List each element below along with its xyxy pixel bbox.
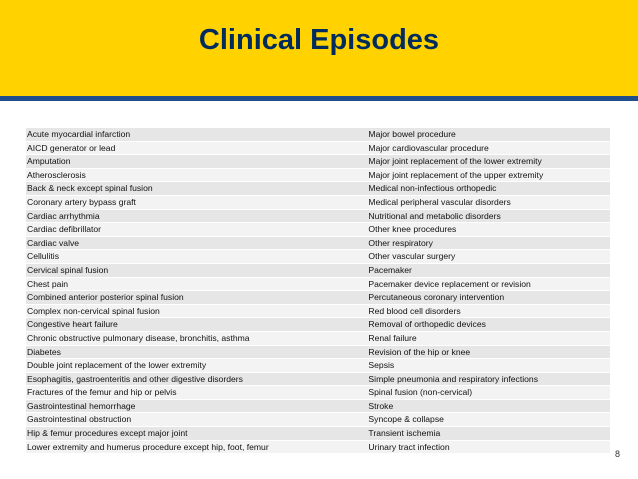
episode-right: Other vascular surgery [368, 251, 456, 262]
episode-left: AICD generator or lead [27, 142, 116, 153]
table-row [26, 441, 610, 455]
episode-left: Fractures of the femur and hip or pelvis [27, 387, 177, 398]
episode-left: Complex non-cervical spinal fusion [27, 305, 160, 316]
episode-right: Spinal fusion (non-cervical) [368, 387, 473, 398]
episode-left: Double joint replacement of the lower extremity [27, 360, 207, 371]
table-row [26, 250, 610, 264]
slide-title: Clinical Episodes [198, 24, 440, 56]
table-row [26, 223, 610, 237]
episode-right: Nutritional and metabolic disorders [368, 210, 501, 221]
episode-right: Simple pneumonia and respiratory infections [368, 373, 539, 384]
episode-right: Major cardiovascular procedure [368, 142, 489, 153]
episode-left: Cardiac defibrillator [27, 224, 102, 235]
episode-left: Chronic obstructive pulmonary disease, bronchitis, asthma [27, 332, 250, 343]
episode-right: Medical peripheral vascular disorders [368, 196, 511, 207]
episode-right: Urinary tract infection [368, 441, 450, 452]
table-row [26, 359, 610, 373]
episode-left: Gastrointestinal hemorrhage [27, 400, 136, 411]
table-row [26, 210, 610, 224]
episode-left: Lower extremity and humerus procedure except hip, foot, femur [27, 441, 269, 452]
table-row [26, 413, 610, 427]
episode-right: Percutaneous coronary intervention [368, 292, 505, 303]
episode-right: Transient ischemia [368, 428, 441, 439]
page-number: 8 [614, 449, 620, 459]
episode-left: Gastrointestinal obstruction [27, 414, 132, 425]
episode-left: Chest pain [27, 278, 69, 289]
episode-right: Pacemaker [368, 264, 412, 275]
episode-right: Stroke [368, 400, 394, 411]
episode-right: Pacemaker device replacement or revision [368, 278, 531, 289]
table-row [26, 264, 610, 278]
episode-right: Red blood cell disorders [368, 305, 461, 316]
episode-right: Other knee procedures [368, 224, 457, 235]
episode-right: Revision of the hip or knee [368, 346, 471, 357]
table-row [26, 182, 610, 196]
table-row [26, 237, 610, 251]
episode-right: Medical non-infectious orthopedic [368, 183, 497, 194]
episode-left: Cervical spinal fusion [27, 264, 109, 275]
table-row [26, 128, 610, 142]
episode-right: Major joint replacement of the lower extremity [368, 156, 542, 167]
episode-left: Atherosclerosis [27, 169, 86, 180]
table-row [26, 291, 610, 305]
episode-left: Hip & femur procedures except major joint [27, 428, 188, 439]
episode-left: Esophagitis, gastroenteritis and other digestive disorders [27, 373, 243, 384]
episode-left: Back & neck except spinal fusion [27, 183, 153, 194]
episode-right: Major joint replacement of the upper extremity [368, 169, 544, 180]
episodes-table [26, 128, 610, 454]
episode-left: Combined anterior posterior spinal fusion [27, 292, 184, 303]
banner-divider [0, 96, 638, 101]
episode-right: Major bowel procedure [368, 129, 456, 139]
episode-left: Cardiac valve [27, 237, 80, 248]
table-row [26, 346, 610, 360]
episode-right: Syncope & collapse [368, 414, 444, 425]
table-row [26, 318, 610, 332]
table-row [26, 278, 610, 292]
table-row [26, 196, 610, 210]
episode-left: Diabetes [27, 346, 61, 357]
episode-left: Cellulitis [27, 251, 59, 262]
table-row [26, 332, 610, 346]
table-row [26, 305, 610, 319]
episode-left: Cardiac arrhythmia [27, 210, 100, 221]
table-row [26, 400, 610, 414]
episode-left: Amputation [27, 156, 71, 167]
episode-left: Acute myocardial infarction [27, 129, 131, 139]
episode-left: Congestive heart failure [27, 319, 118, 330]
episode-right: Removal of orthopedic devices [368, 319, 486, 330]
table-row [26, 142, 610, 156]
table-row [26, 169, 610, 183]
table-row [26, 373, 610, 387]
table-row [26, 427, 610, 441]
table-row [26, 386, 610, 400]
episode-right: Renal failure [368, 332, 417, 343]
table-row [26, 155, 610, 169]
episode-right: Sepsis [368, 360, 395, 371]
episode-left: Coronary artery bypass graft [27, 196, 136, 207]
episode-right: Other respiratory [368, 237, 433, 248]
